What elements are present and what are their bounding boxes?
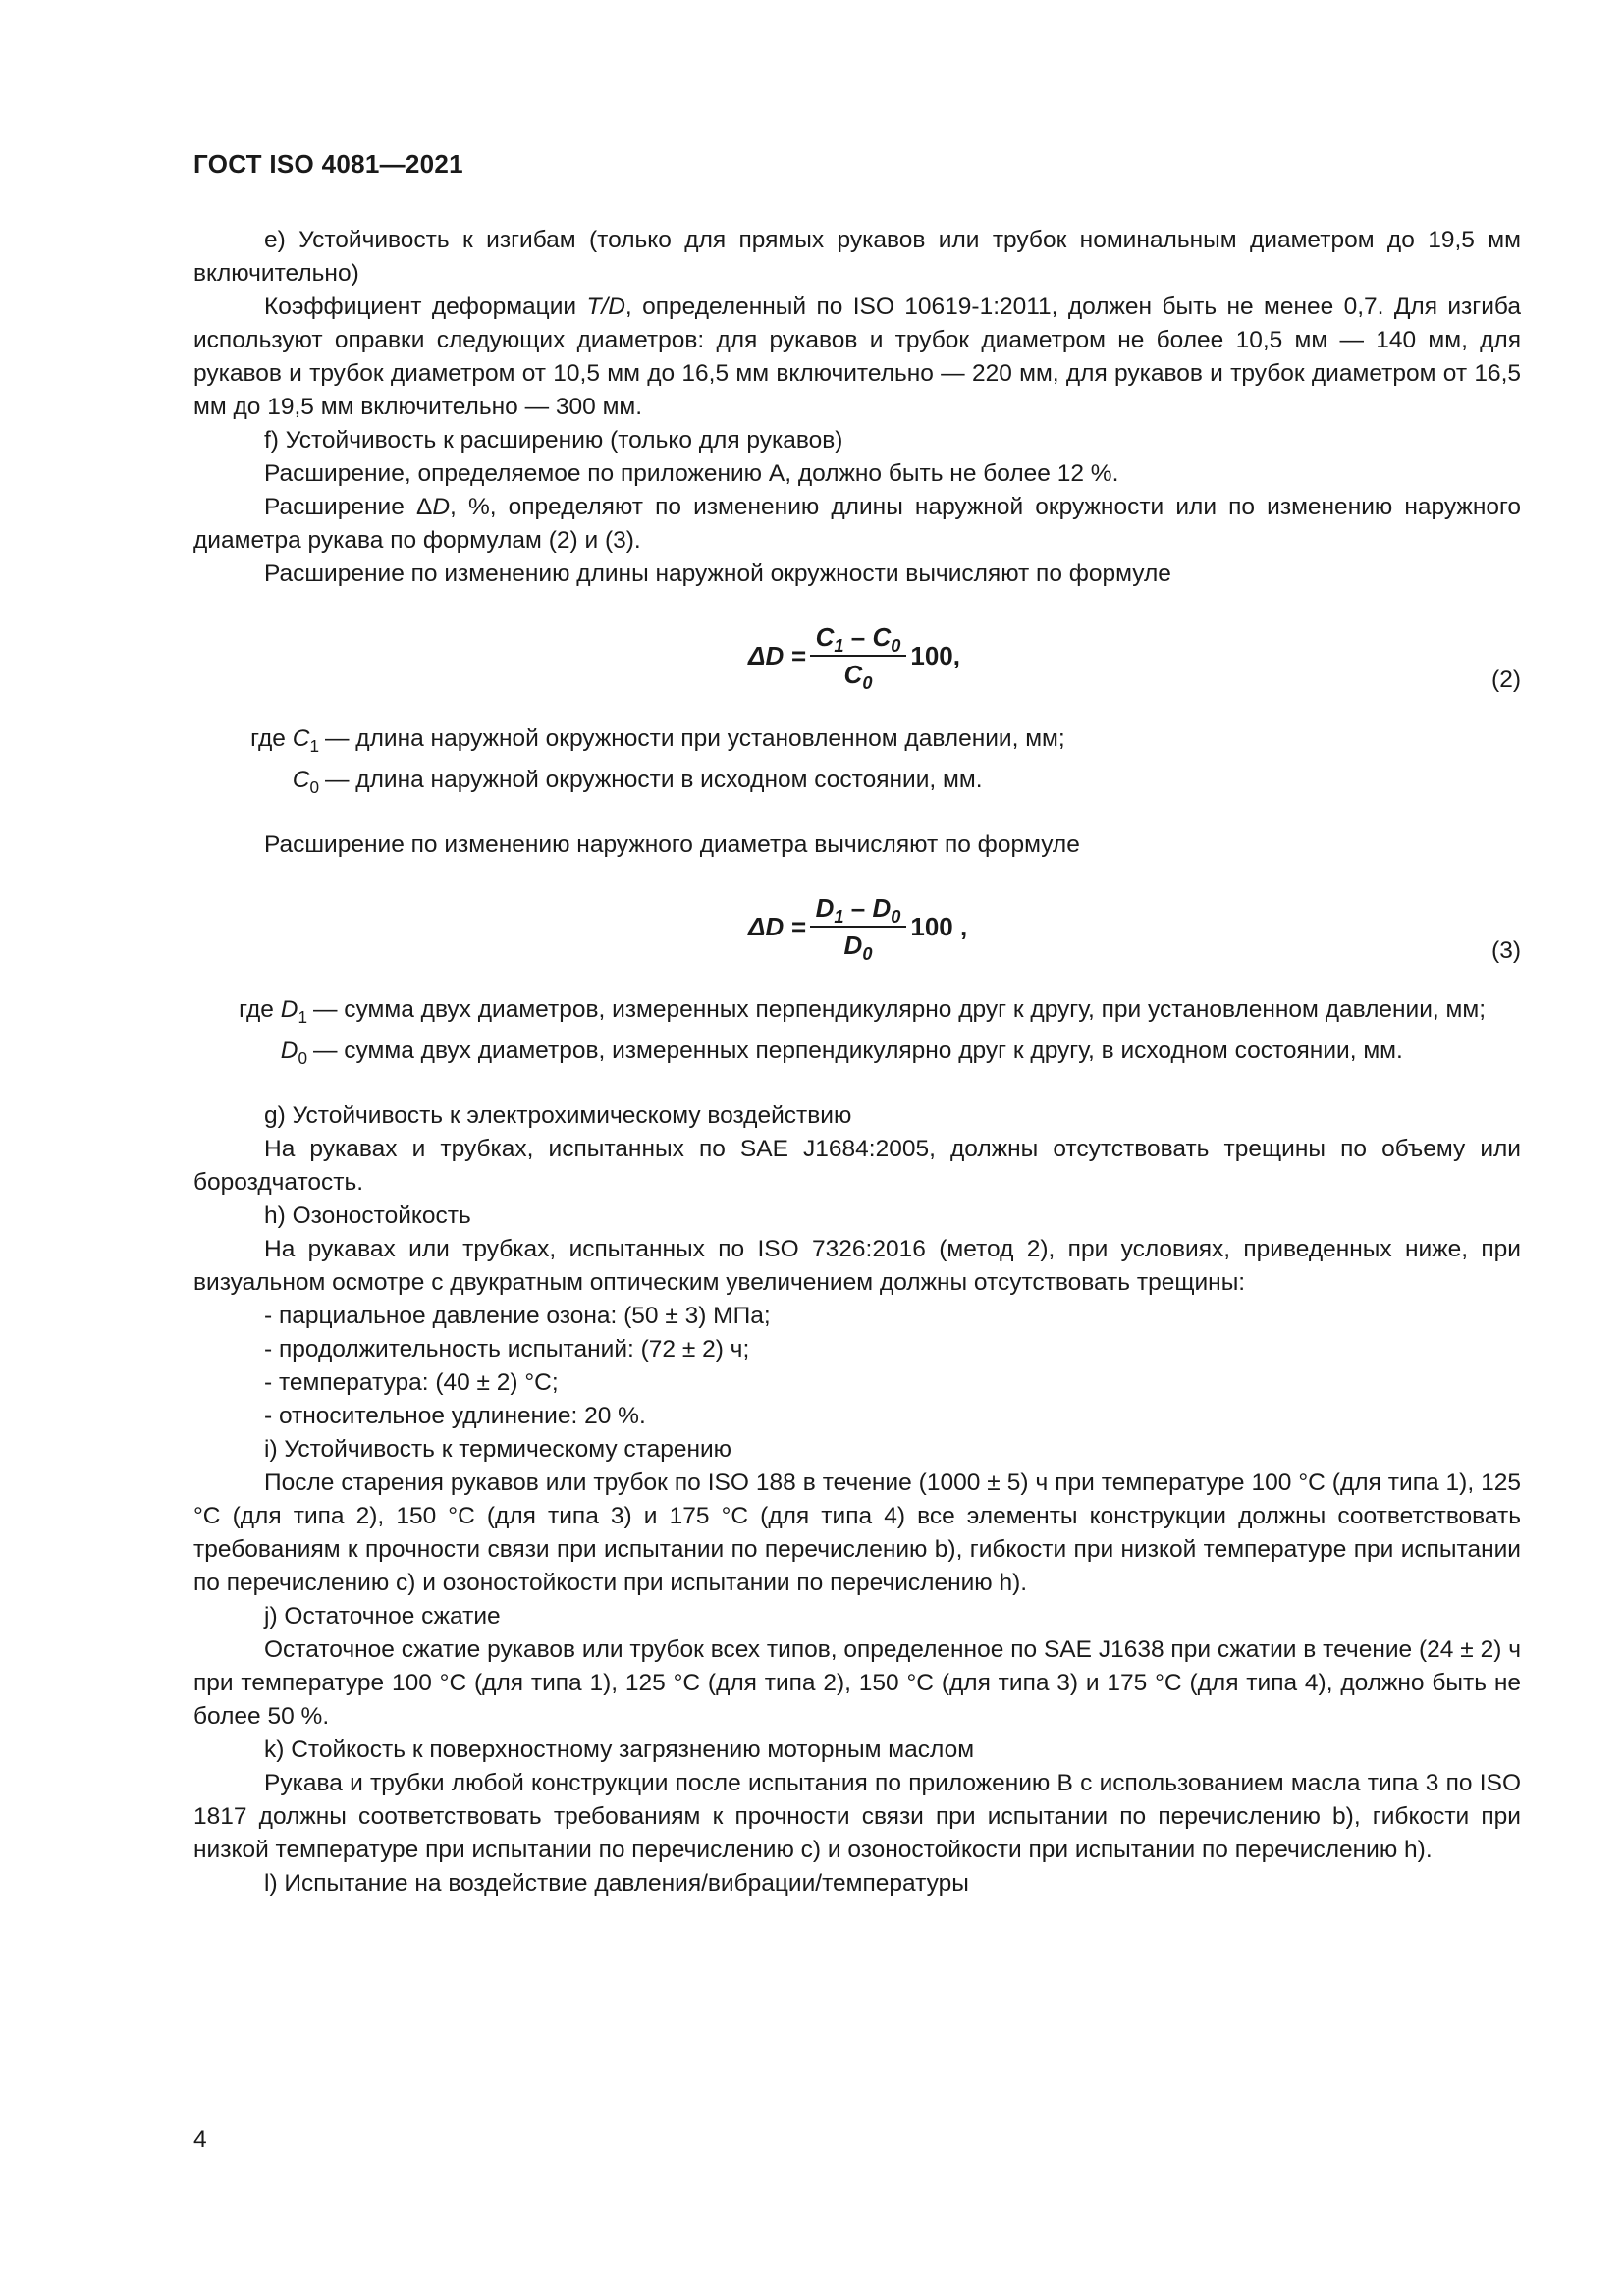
paragraph-formula2-intro: Расширение по изменению длины наружной окружности вычисляют по формуле bbox=[264, 561, 1171, 587]
formula-2-number: (2) bbox=[1491, 667, 1521, 693]
paragraph-ozone-heading: h) Озоностойкость bbox=[264, 1202, 471, 1229]
formula-3-lhs: ΔD = bbox=[748, 912, 806, 941]
list-item: - температура: (40 ± 2) °С; bbox=[264, 1369, 559, 1396]
paragraph-thermal-aging-heading: i) Устойчивость к термическому старению bbox=[264, 1436, 732, 1463]
formula-2-definitions bbox=[193, 722, 1521, 797]
paragraph-expansion-method: Расширение ΔD, %, определяют по изменению длины наружной окружности или по изменению наружного диаметра рукава по формулам (2) и (3). bbox=[193, 494, 1521, 554]
list-item: - парциальное давление озона: (50 ± 3) МПа; bbox=[264, 1303, 771, 1329]
list-item: - относительное удлинение: 20 %. bbox=[264, 1403, 646, 1429]
paragraph-electrochemical-heading: g) Устойчивость к электрохимическому воздействию bbox=[264, 1102, 852, 1129]
formula-3-number: (3) bbox=[1491, 937, 1521, 964]
document-header: ГОСТ ISO 4081—2021 bbox=[193, 149, 463, 179]
definition-row: $D_0$ — сумма двух диаметров, измеренных перпендикулярно друг к другу, в исходном состоянии, мм. bbox=[280, 1038, 1403, 1068]
paragraph-deformation-coefficient: Коэффициент деформации T/D, определенный по ISO 10619-1:2011, должен быть не менее 0,7. Для изгиба используют оправки следующих диаметров: для рукавов и трубок диаметром не более 10,5 мм — 140 мм, для рукавов и трубок диаметром от 10,5 мм до 16,5 мм включительно — 220 мм, для рукавов и трубок диаметром от 16,5 мм до 19,5 мм включительно — 300 мм. bbox=[193, 294, 1521, 420]
paragraph-oil-heading: k) Стойкость к поверхностному загрязнению моторным маслом bbox=[264, 1736, 975, 1763]
formula-3-fraction: $\frac{D_1 - D_0}{D_0}$ bbox=[810, 892, 907, 961]
list-item: - продолжительность испытаний: (72 ± 2) ч; bbox=[264, 1336, 750, 1362]
paragraph-expansion-limit: Расширение, определяемое по приложению А, должно быть не более 12 %. bbox=[264, 460, 1119, 487]
formula-3-tail: 100 , bbox=[910, 912, 968, 941]
paragraph-expansion-heading: f) Устойчивость к расширению (только для рукавов) bbox=[264, 427, 843, 454]
paragraph-bend-resistance: е) Устойчивость к изгибам (только для прямых рукавов или трубок номинальным диаметром до 19,5 мм включительно) bbox=[193, 227, 1521, 287]
formula-2 bbox=[193, 607, 1521, 711]
paragraph-thermal-aging: После старения рукавов или трубок по ISO 188 в течение (1000 ± 5) ч при температуре 100 °С (для типа 1), 125 °С (для типа 2), 150 °С (для типа 3) и 175 °С (для типа 4) все элементы конструкции должны соответствовать требованиям к прочности связи при испытании по перечислению b), гибкости при низкой температуре при испытании по перечислению с) и озоностойкости при испытании по перечислению h). bbox=[193, 1469, 1521, 1596]
definition-row: $C_0$ — длина наружной окружности в исходном состоянии, мм. bbox=[292, 767, 983, 797]
paragraph-oil: Рукава и трубки любой конструкции после испытания по приложению В с использованием масла типа 3 по ISO 1817 должны соответствовать требованиям к прочности связи при испытании по перечислению b), гибкости при низкой температуре при испытании по перечислению с) и озоностойкости при испытании по перечислению h). bbox=[193, 1770, 1521, 1863]
definition-row: где $C_1$ — длина наружной окружности при установленном давлении, мм; bbox=[250, 725, 1065, 756]
formula-2-fraction: $\frac{C_1 - C_0}{C_0}$ bbox=[810, 621, 907, 690]
formula-2-lhs: ΔD = bbox=[748, 641, 806, 670]
paragraph-pressure-vibration-heading: l) Испытание на воздействие давления/вибрации/температуры bbox=[264, 1870, 969, 1896]
formula-2-tail: 100, bbox=[910, 641, 960, 670]
paragraph-formula3-intro: Расширение по изменению наружного диаметра вычисляют по формуле bbox=[264, 831, 1080, 858]
paragraph-compression: Остаточное сжатие рукавов или трубок всех типов, определенное по SAE J1638 при сжатии в течение (24 ± 2) ч при температуре 100 °С (для типа 1), 125 °С (для типа 2), 150 °С (для типа 3) и 175 °С (для типа 4), должно быть не более 50 %. bbox=[193, 1636, 1521, 1730]
formula-3-definitions bbox=[193, 993, 1521, 1068]
page-number: 4 bbox=[193, 2126, 207, 2153]
formula-3 bbox=[193, 878, 1521, 982]
page-content bbox=[193, 224, 1521, 1900]
paragraph-ozone: На рукавах или трубках, испытанных по ISO 7326:2016 (метод 2), при условиях, приведенных ниже, при визуальном осмотре с двукратным оптическим увеличением должны отсутствовать трещины: bbox=[193, 1236, 1521, 1296]
paragraph-electrochemical: На рукавах и трубках, испытанных по SAE J1684:2005, должны отсутствовать трещины по объему или бороздчатость. bbox=[193, 1136, 1521, 1196]
definition-row: где $D_1$ — сумма двух диаметров, измеренных перпендикулярно друг к другу, при установленном давлении, мм; bbox=[239, 996, 1487, 1027]
paragraph-compression-heading: j) Остаточное сжатие bbox=[264, 1603, 501, 1629]
